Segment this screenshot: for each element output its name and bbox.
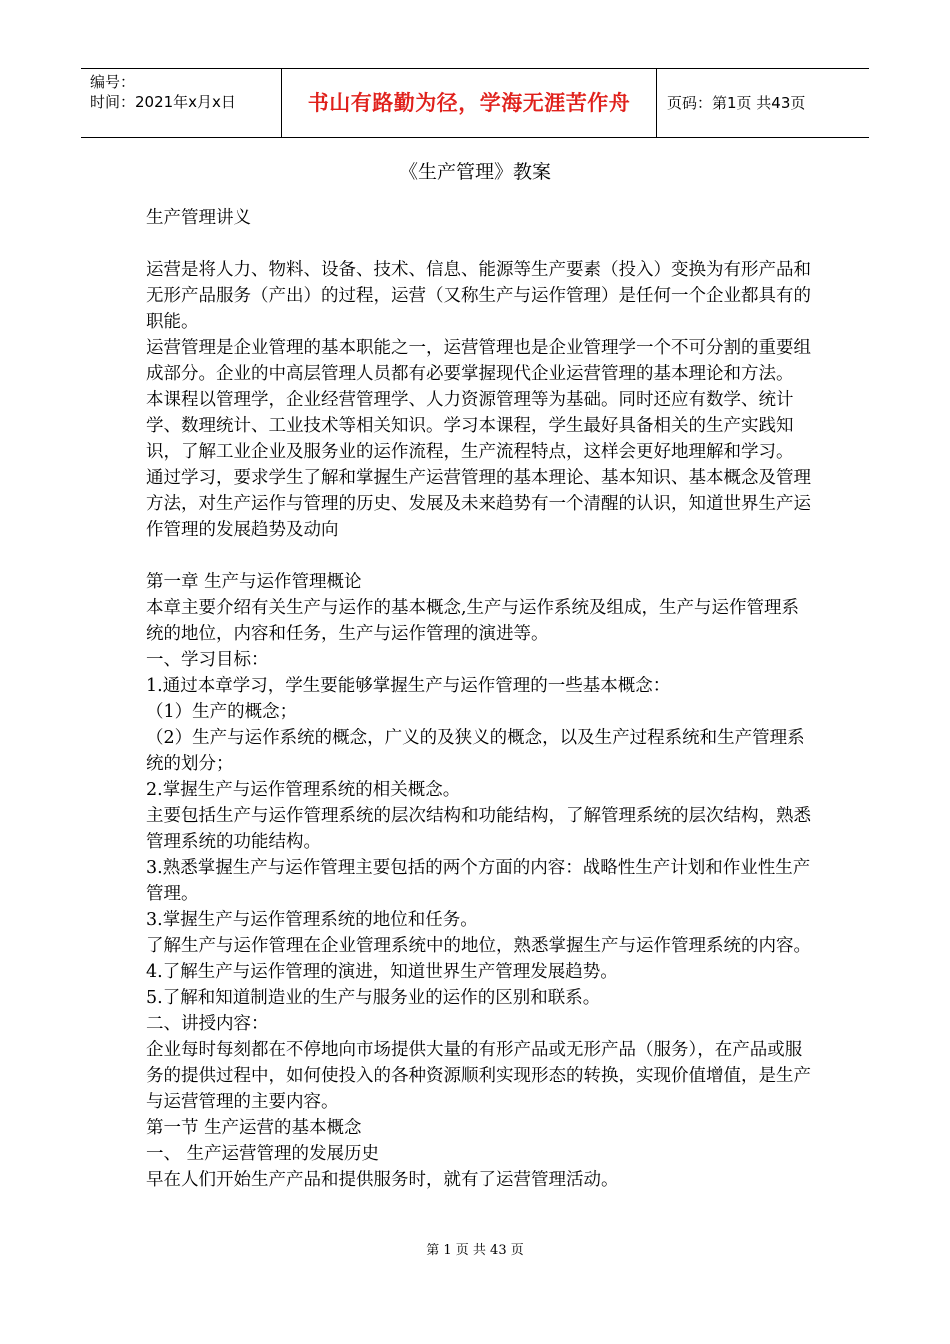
page-footer: 第 1 页 共 43 页	[426, 1243, 524, 1258]
intro-paragraph: 通过学习，要求学生了解和掌握生产运营管理的基本理论、基本知识、基本概念及管理方法，对生产运作与管理的历史、发展及未来趋势有一个清醒的认识，知道世界生产运作管理的发展趋势及动向	[146, 468, 811, 540]
document-body	[146, 205, 816, 1193]
objective-item: 4.了解生产与运作管理的演进，知道世界生产管理发展趋势。	[146, 962, 618, 982]
objective-item: 3.掌握生产与运作管理系统的地位和任务。	[146, 910, 478, 930]
intro-paragraph: 运营管理是企业管理的基本职能之一，运营管理也是企业管理学一个不可分割的重要组成部分。企业的中高层管理人员都有必要掌握现代企业运营管理的基本理论和方法。	[146, 338, 811, 384]
chapter-paragraph: 本章主要介绍有关生产与运作的基本概念,生产与运作系统及组成，生产与运作管理系统的地位，内容和任务，生产与运作管理的演进等。	[146, 598, 800, 644]
chapter-heading: 第一章 生产与运作管理概论	[146, 572, 362, 592]
objective-item: 3.熟悉掌握生产与运作管理主要包括的两个方面的内容：战略性生产计划和作业性生产管理。	[146, 858, 811, 904]
objective-item: （1）生产的概念；	[146, 702, 298, 722]
date-text: 时间：2021年x月x日	[90, 93, 236, 111]
objective-item: 主要包括生产与运作管理系统的层次结构和功能结构，了解管理系统的层次结构，熟悉管理系统的功能结构。	[146, 806, 811, 852]
page-header	[81, 68, 869, 138]
header-motto-cell	[282, 69, 657, 137]
objective-item: 1.通过本章学习，学生要能够掌握生产与运作管理的一些基本概念：	[146, 676, 671, 696]
subsection-heading: 一、 生产运营管理的发展历史	[146, 1144, 380, 1164]
objective-item: 了解生产与运作管理在企业管理系统中的地位，熟悉掌握生产与运作管理系统的内容。	[146, 936, 811, 956]
intro-paragraph: 运营是将人力、物料、设备、技术、信息、能源等生产要素（投入）变换为有形产品和无形产品服务（产出）的过程，运营（又称生产与运作管理）是任何一个企业都具有的职能。	[146, 260, 811, 332]
section-heading: 二、讲授内容：	[146, 1014, 269, 1034]
intro-paragraph: 本课程以管理学，企业经营管理学、人力资源管理等为基础。同时还应有数学、统计学、数理统计、工业技术等相关知识。学习本课程，学生最好具备相关的生产实践知识，了解工业企业及服务业的运作流程，生产流程特点，这样会更好地理解和学习。	[146, 390, 794, 462]
lecture-subtitle: 生产管理讲义	[146, 208, 251, 228]
header-info-cell	[81, 69, 282, 137]
serial-number-label: 编号：	[90, 73, 136, 91]
page-code: 页码：第1页 共43页	[667, 94, 806, 112]
chapter-paragraph: 早在人们开始生产产品和提供服务时，就有了运营管理活动。	[146, 1170, 619, 1190]
document-title: 《生产管理》教案	[398, 161, 551, 183]
objective-item: （2）生产与运作系统的概念，广义的及狭义的概念，以及生产过程系统和生产管理系统的划分；	[146, 728, 805, 774]
section-heading: 一、学习目标：	[146, 650, 269, 670]
header-page-cell	[657, 69, 869, 137]
objective-item: 5.了解和知道制造业的生产与服务业的运作的区别和联系。	[146, 988, 601, 1008]
motto-text: 书山有路勤为径，学海无涯苦作舟	[307, 91, 631, 115]
chapter-paragraph: 企业每时每刻都在不停地向市场提供大量的有形产品或无形产品（服务），在产品或服务的提供过程中，如何使投入的各种资源顺利实现形态的转换，实现价值增值，是生产与运营管理的主要内容。	[146, 1040, 811, 1112]
objective-item: 2.掌握生产与运作管理系统的相关概念。	[146, 780, 461, 800]
section-heading: 第一节 生产运营的基本概念	[146, 1118, 362, 1138]
